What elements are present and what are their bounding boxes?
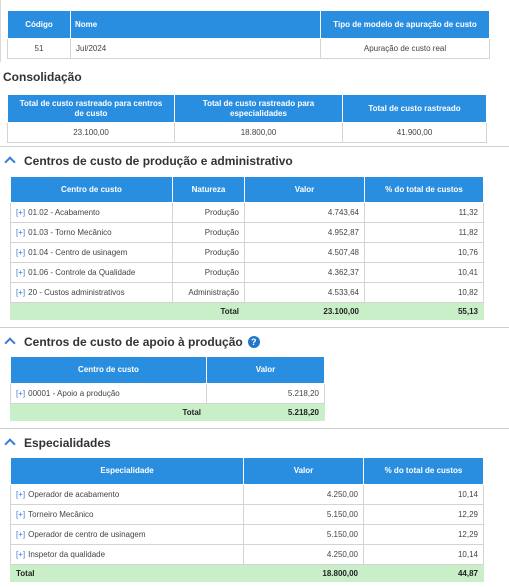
section-header-apoio[interactable] (6, 335, 260, 349)
expand-link[interactable]: [+] (16, 268, 26, 277)
cell-valor: 4.250,00 (244, 485, 364, 505)
cell-nome: Jul/2024 (71, 39, 321, 59)
frame-left-border (0, 0, 1, 62)
expand-link[interactable]: [+] (16, 228, 26, 237)
cell-centro-custo: 01.02 - Acabamento (28, 208, 100, 217)
table-row (8, 39, 490, 59)
especialidades-table (10, 457, 484, 582)
column-header-codigo[interactable]: Código (8, 11, 71, 39)
total-percent: 55,13 (365, 303, 484, 320)
total-valor: 5.218,20 (207, 404, 325, 421)
expand-link[interactable]: [+] (16, 510, 26, 519)
producao-table (10, 176, 484, 320)
chevron-up-icon[interactable] (4, 438, 15, 449)
cell-total-rastreado: 41.900,00 (343, 123, 487, 143)
chevron-up-icon[interactable] (4, 337, 15, 348)
cell-centro-custo: 20 - Custos administrativos (28, 288, 125, 297)
cell-valor: 5.218,20 (207, 384, 325, 404)
cell-total-especialidades: 18.800,00 (175, 123, 343, 143)
cell-total-centros: 23.100,00 (8, 123, 175, 143)
section-header-especialidades[interactable] (6, 436, 111, 450)
total-label: Total (11, 404, 207, 421)
cell-natureza: Produção (173, 263, 245, 283)
total-percent: 44,87 (364, 565, 484, 582)
period-table (7, 10, 490, 59)
cell-valor: 4.362,37 (245, 263, 365, 283)
cell-tipo-modelo: Apuração de custo real (321, 39, 490, 59)
section-title-producao: Centros de custo de produção e administrativo (24, 154, 293, 168)
table-row (11, 485, 484, 505)
cell-percent: 11,32 (365, 203, 484, 223)
total-label: Total (11, 303, 245, 320)
cell-especialidade: Operador de acabamento (28, 490, 120, 499)
expand-link[interactable]: [+] (16, 530, 26, 539)
column-header-total-rastreado[interactable]: Total de custo rastreado (343, 95, 487, 123)
cell-centro-custo: 01.04 - Centro de usinagem (28, 248, 128, 257)
cell-percent: 12,29 (364, 525, 484, 545)
cell-percent: 10,82 (365, 283, 484, 303)
expand-link[interactable]: [+] (16, 389, 26, 398)
column-header-total-especialidades[interactable]: Total de custo rastreado para especialidades (175, 95, 343, 123)
cell-percent: 11,82 (365, 223, 484, 243)
cell-valor: 5.150,00 (244, 505, 364, 525)
section-divider (0, 146, 509, 147)
section-title-apoio: Centros de custo de apoio à produção (24, 335, 243, 349)
expand-link[interactable]: [+] (16, 288, 26, 297)
column-header-nome[interactable]: Nome (71, 11, 321, 39)
table-row (11, 525, 484, 545)
column-header-percent[interactable]: % do total de custos (365, 177, 484, 203)
column-header-percent[interactable]: % do total de custos (364, 458, 484, 485)
cell-percent: 10,14 (364, 485, 484, 505)
cell-especialidade: Torneiro Mecânico (28, 510, 94, 519)
cell-centro-custo: 01.03 - Torno Mecânico (28, 228, 112, 237)
column-header-centro-custo[interactable]: Centro de custo (11, 177, 173, 203)
chevron-up-icon[interactable] (4, 156, 15, 167)
cell-centro-custo: 01.06 - Controle da Qualidade (28, 268, 136, 277)
table-row (11, 243, 484, 263)
cell-especialidade: Operador de centro de usinagem (28, 530, 146, 539)
cell-valor: 4.250,00 (244, 545, 364, 565)
column-header-tipo-modelo[interactable]: Tipo de modelo de apuração de custo (321, 11, 490, 39)
expand-link[interactable]: [+] (16, 550, 26, 559)
cell-percent: 10,14 (364, 545, 484, 565)
table-row (11, 223, 484, 243)
total-row (11, 404, 325, 421)
total-valor: 23.100,00 (245, 303, 365, 320)
apoio-table (10, 356, 325, 421)
table-row (11, 384, 325, 404)
column-header-valor[interactable]: Valor (245, 177, 365, 203)
column-header-valor[interactable]: Valor (244, 458, 364, 485)
cell-centro-custo: 00001 - Apoio a produção (28, 389, 120, 398)
table-row (11, 283, 484, 303)
column-header-especialidade[interactable]: Especialidade (11, 458, 244, 485)
table-row (11, 545, 484, 565)
expand-link[interactable]: [+] (16, 208, 26, 217)
table-row (11, 505, 484, 525)
help-icon[interactable]: ? (248, 336, 260, 348)
cell-natureza: Produção (173, 223, 245, 243)
cell-percent: 12,29 (364, 505, 484, 525)
cell-especialidade: Inspetor da qualidade (28, 550, 106, 559)
cell-valor: 4.507,48 (245, 243, 365, 263)
section-title-consolidacao: Consolidação (3, 70, 82, 84)
column-header-total-centros[interactable]: Total de custo rastreado para centros de custo (8, 95, 175, 123)
cell-natureza: Administração (173, 283, 245, 303)
cell-percent: 10,41 (365, 263, 484, 283)
column-header-valor[interactable]: Valor (207, 357, 325, 384)
cell-valor: 4.743,64 (245, 203, 365, 223)
table-row (11, 263, 484, 283)
cell-natureza: Produção (173, 203, 245, 223)
column-header-natureza[interactable]: Natureza (173, 177, 245, 203)
section-divider (0, 428, 509, 429)
cell-valor: 4.533,64 (245, 283, 365, 303)
total-row (11, 303, 484, 320)
total-label: Total (11, 565, 244, 582)
cell-codigo: 51 (8, 39, 71, 59)
cell-valor: 5.150,00 (244, 525, 364, 545)
column-header-centro-custo[interactable]: Centro de custo (11, 357, 207, 384)
expand-link[interactable]: [+] (16, 248, 26, 257)
table-row (8, 123, 487, 143)
cell-valor: 4.952,87 (245, 223, 365, 243)
cell-percent: 10,76 (365, 243, 484, 263)
section-divider (0, 327, 509, 328)
total-row (11, 565, 484, 582)
expand-link[interactable]: [+] (16, 490, 26, 499)
section-header-producao[interactable] (6, 154, 293, 168)
table-row (11, 203, 484, 223)
cell-natureza: Produção (173, 243, 245, 263)
total-valor: 18.800,00 (244, 565, 364, 582)
section-title-especialidades: Especialidades (24, 436, 111, 450)
consolidacao-table (7, 94, 487, 143)
